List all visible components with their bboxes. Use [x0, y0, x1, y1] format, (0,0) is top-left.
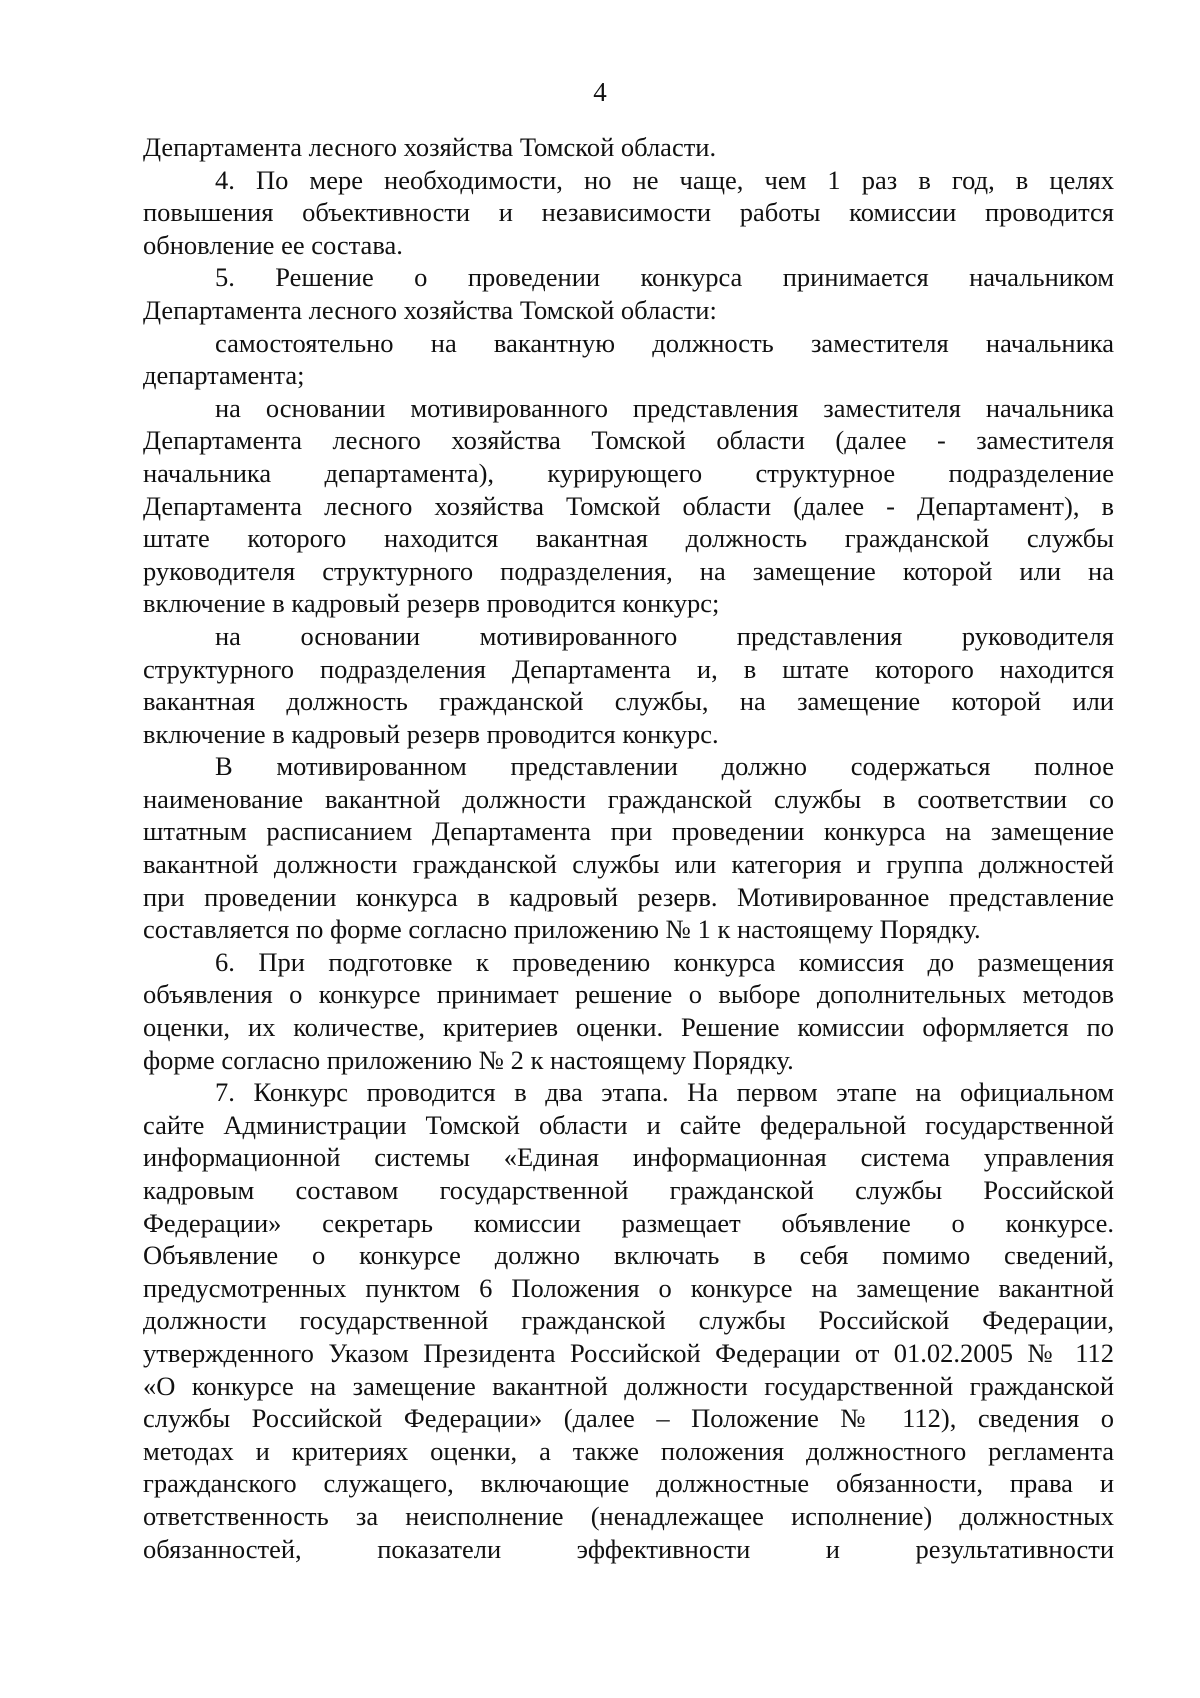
text-line: департамента;: [143, 360, 305, 391]
text-line: вакантная должность гражданской службы, на замещение которой или: [143, 686, 1114, 717]
text-line: Федерации» секретарь комиссии размещает объявление о конкурсе.: [143, 1207, 1114, 1238]
text-line: Департамента лесного хозяйства Томской области:: [143, 294, 717, 325]
text-line: штатным расписанием Департамента при проведении конкурса на замещение: [143, 816, 1114, 847]
text-line: ответственность за неисполнение (ненадлежащее исполнение) должностных: [143, 1500, 1114, 1531]
text-line: на основании мотивированного представления руководителя: [215, 620, 1114, 651]
text-line: штате которого находится вакантная должность гражданской службы: [143, 523, 1114, 554]
text-line: самостоятельно на вакантную должность заместителя начальника: [215, 327, 1114, 358]
text-line: кадровым составом государственной гражданской службы Российской: [143, 1175, 1114, 1205]
text-line: 6. При подготовке к проведению конкурса комиссия до размещения: [215, 946, 1114, 977]
page-number: 4: [593, 77, 607, 107]
text-line: начальника департамента), курирующего структурное подразделение: [143, 457, 1114, 488]
text-line: включение в кадровый резерв проводится конкурс.: [143, 718, 719, 749]
text-line: руководителя структурного подразделения, на замещение которой или на: [143, 555, 1114, 586]
text-line: утвержденного Указом Президента Российской Федерации от 01.02.2005 № 112: [143, 1337, 1114, 1368]
text-line: повышения объективности и независимости работы комиссии проводится: [143, 197, 1114, 228]
text-line: предусмотренных пунктом 6 Положения о конкурсе на замещение вакантной: [143, 1272, 1114, 1303]
text-line: объявления о конкурсе принимает решение о выборе дополнительных методов: [143, 979, 1114, 1010]
text-line: методах и критериях оценки, а также положения должностного регламента: [143, 1435, 1114, 1466]
text-line: Объявление о конкурсе должно включать в себя помимо сведений,: [143, 1240, 1114, 1271]
text-line: включение в кадровый резерв проводится конкурс;: [143, 588, 720, 619]
text-line: Департамента лесного хозяйства Томской области (далее - Департамент), в: [143, 490, 1114, 521]
text-line: при проведении конкурса в кадровый резерв. Мотивированное представление: [143, 881, 1114, 912]
text-line: 7. Конкурс проводится в два этапа. На первом этапе на официальном: [215, 1077, 1114, 1108]
text-line: службы Российской Федерации» (далее – Положение № 112), сведения о: [143, 1403, 1114, 1434]
text-line: сайте Администрации Томской области и сайте федеральной государственной: [143, 1109, 1114, 1140]
text-line: структурного подразделения Департамента и, в штате которого находится: [143, 653, 1114, 684]
text-line: 5. Решение о проведении конкурса принимается начальником: [215, 262, 1114, 293]
text-line: составляется по форме согласно приложению № 1 к настоящему Порядку.: [143, 914, 981, 945]
text-line: должности государственной гражданской службы Российской Федерации,: [143, 1305, 1114, 1336]
text-line: обязанностей, показатели эффективности и результативности: [143, 1533, 1114, 1564]
text-line: В мотивированном представлении должно содержаться полное: [215, 751, 1114, 782]
text-line: вакантной должности гражданской службы или категория и группа должностей: [143, 849, 1114, 880]
text-line: 4. По мере необходимости, но не чаще, чем 1 раз в год, в целях: [215, 164, 1114, 195]
document-body: [143, 131, 1114, 1565]
text-line: наименование вакантной должности гражданской службы в соответствии со: [143, 783, 1114, 814]
text-line: гражданского служащего, включающие должностные обязанности, права и: [143, 1468, 1114, 1499]
text-line: «О конкурсе на замещение вакантной должности государственной гражданской: [143, 1370, 1114, 1401]
text-line: оценки, их количестве, критериев оценки. Решение комиссии оформляется по: [143, 1012, 1114, 1043]
text-line: Департамента лесного хозяйства Томской области.: [143, 132, 717, 162]
text-line: Департамента лесного хозяйства Томской области (далее - заместителя: [143, 425, 1114, 456]
text-line: обновление ее состава.: [143, 229, 403, 260]
text-line: на основании мотивированного представления заместителя начальника: [215, 392, 1114, 423]
text-line: форме согласно приложению № 2 к настоящему Порядку.: [143, 1044, 794, 1075]
text-line: информационной системы «Единая информационная система управления: [143, 1142, 1114, 1173]
